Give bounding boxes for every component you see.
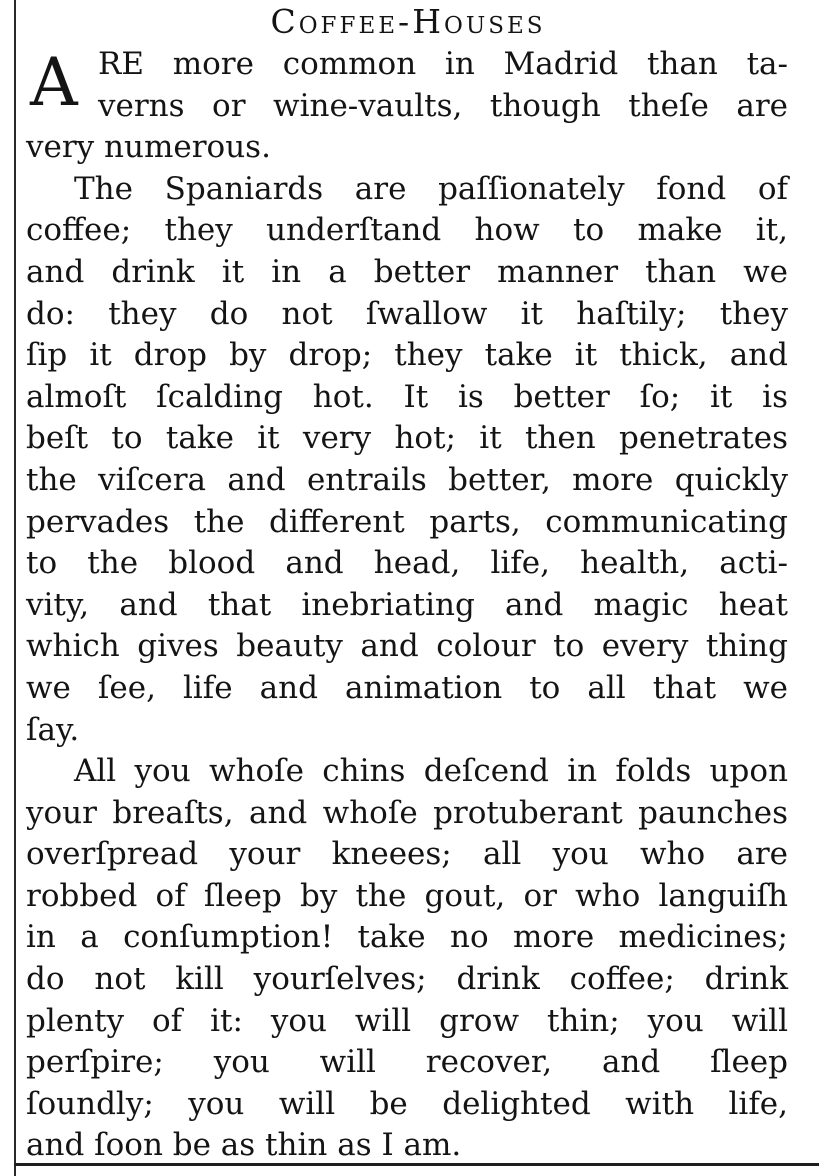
- text-line: pervades the different parts, communicating: [26, 503, 788, 540]
- text-line: RE more common in Madrid than ta-: [98, 46, 788, 82]
- text-line: perſpire; you will recover, and ſleep: [26, 1044, 788, 1081]
- text-line: beſt to take it very hot; it then penetrates: [26, 420, 788, 457]
- text-line: vity, and that inebriating and magic heat: [26, 586, 788, 623]
- text-line: ſay.: [26, 711, 80, 748]
- text-line: do not kill yourſelves; drink coffee; drink: [26, 961, 788, 998]
- text-line: ſoundly; you will be delighted with life,: [26, 1085, 788, 1122]
- text-line: plenty of it: you will grow thin; you will: [26, 1002, 788, 1039]
- article-body: [26, 44, 788, 1167]
- text-line: verns or wine-vaults, though theſe are: [98, 87, 788, 124]
- text-line: coffee; they underſtand how to make it,: [26, 212, 788, 249]
- text-line: robbed of ſleep by the gout, or who languiſh: [26, 877, 788, 914]
- text-line: All you whoſe chins deſcend in folds upon: [74, 753, 788, 790]
- text-line: your breaſts, and whoſe protuberant paunches: [26, 794, 788, 831]
- column-rule-bottom: [14, 1163, 819, 1166]
- text-line: and ſoon be as thin as I am.: [26, 1127, 462, 1164]
- column-rule-left: [14, 0, 16, 1176]
- text-line: which gives beauty and colour to every thing: [26, 628, 788, 665]
- text-line: in a conſumption! take no more medicines;: [26, 919, 788, 956]
- text-line: very numerous.: [26, 129, 271, 166]
- text-line: the viſcera and entrails better, more quickly: [26, 461, 788, 498]
- text-line: The Spaniards are paſſionately fond of: [74, 170, 788, 207]
- text-line: we ſee, life and animation to all that we: [26, 669, 788, 706]
- text-line: and drink it in a better manner than we: [26, 253, 788, 290]
- text-line: do: they do not ſwallow it haſtily; they: [26, 295, 788, 332]
- text-line: overſpread your kneees; all you who are: [26, 836, 788, 873]
- text-line: to the blood and head, life, health, acti-: [26, 545, 788, 582]
- article-title: Coffee-Houses: [270, 2, 546, 41]
- drop-cap: A: [30, 44, 78, 121]
- text-line: almoſt ſcalding hot. It is better ſo; it is: [26, 378, 788, 415]
- text-line: ſip it drop by drop; they take it thick, and: [26, 337, 788, 374]
